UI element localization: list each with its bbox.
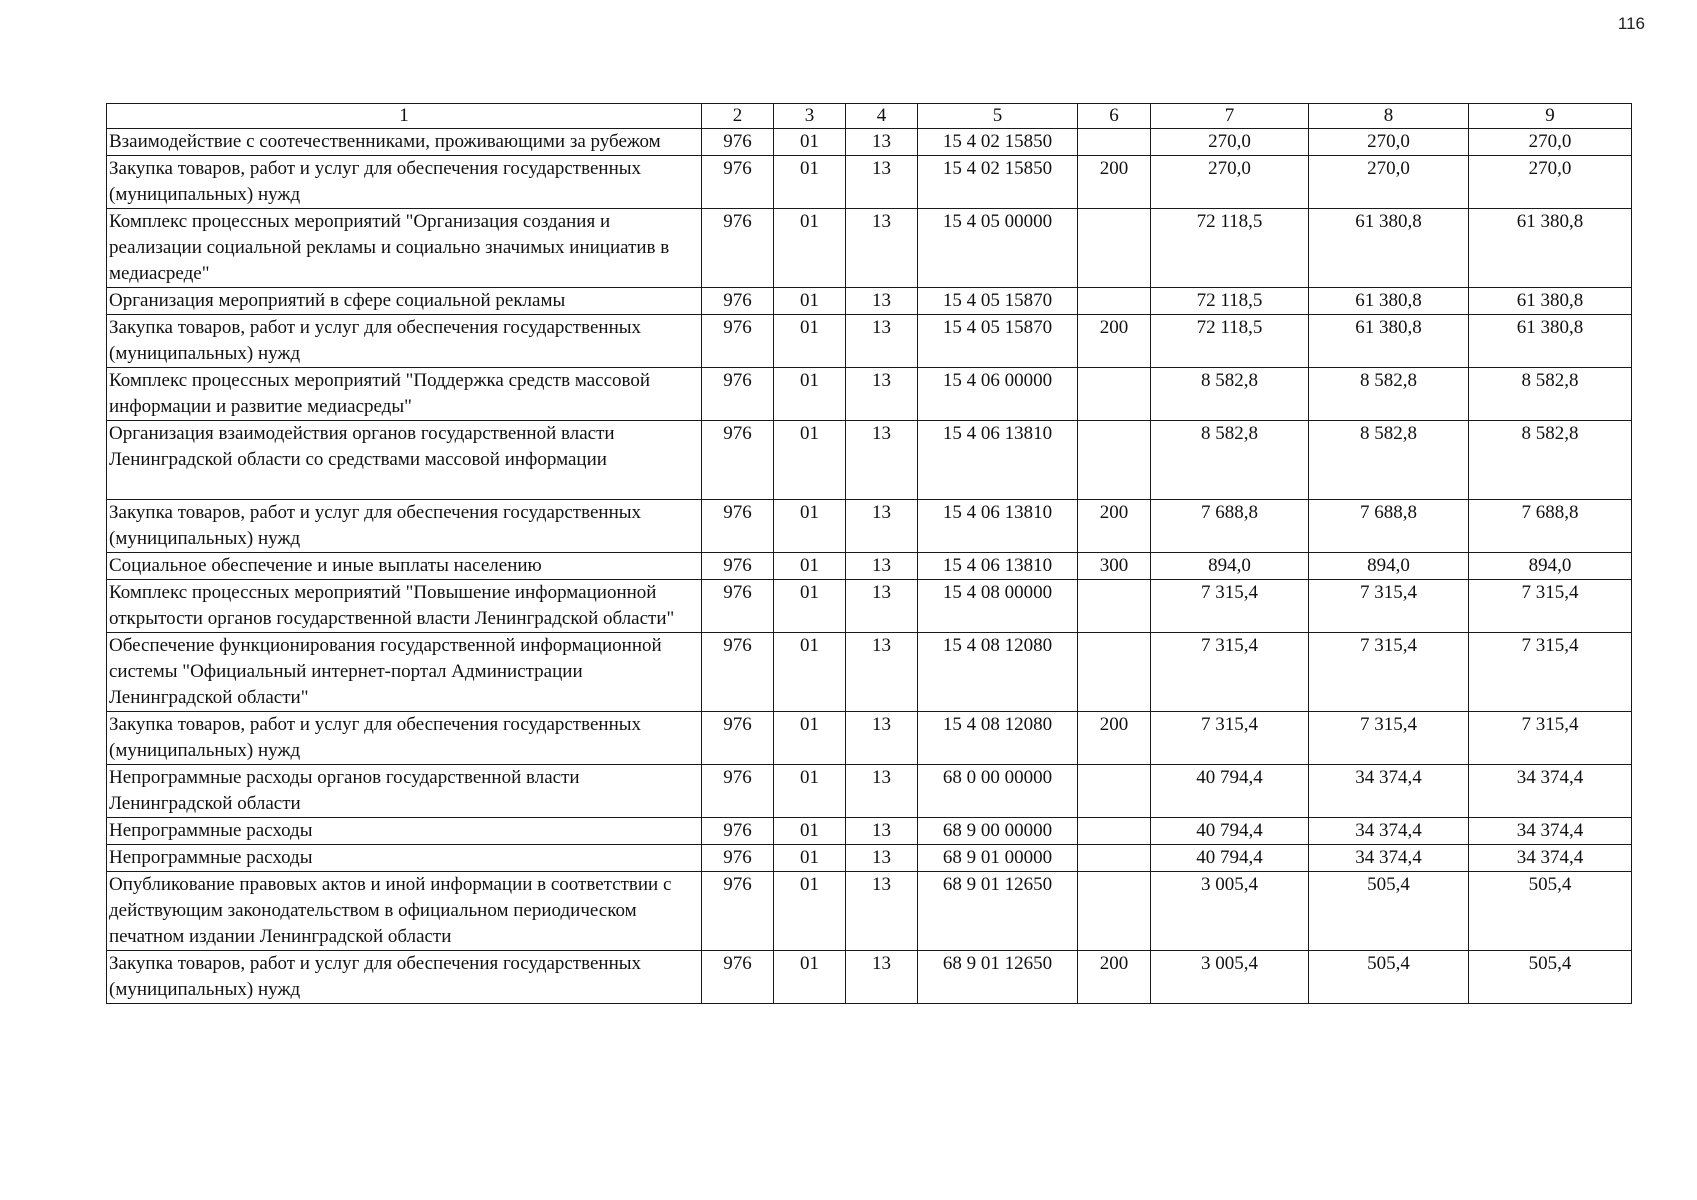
cell-expense-type: 300	[1078, 553, 1151, 580]
cell-amount-year1: 40 794,4	[1151, 845, 1309, 872]
column-header: 2	[702, 104, 774, 129]
cell-amount-year3: 8 582,8	[1469, 421, 1632, 500]
cell-expense-type	[1078, 580, 1151, 633]
cell-amount-year2: 7 315,4	[1309, 712, 1469, 765]
cell-section: 01	[774, 951, 846, 1004]
cell-amount-year1: 7 315,4	[1151, 712, 1309, 765]
cell-section: 01	[774, 209, 846, 288]
cell-subsection: 13	[846, 209, 918, 288]
cell-grbs: 976	[702, 580, 774, 633]
cell-amount-year2: 505,4	[1309, 872, 1469, 951]
cell-subsection: 13	[846, 368, 918, 421]
table-row	[107, 818, 1632, 845]
cell-name: Закупка товаров, работ и услуг для обеспечения государственных (муниципальных) нужд	[107, 951, 702, 1004]
cell-amount-year2: 34 374,4	[1309, 845, 1469, 872]
cell-target-article: 15 4 06 13810	[918, 500, 1078, 553]
table-row	[107, 315, 1632, 368]
cell-amount-year1: 72 118,5	[1151, 288, 1309, 315]
cell-subsection: 13	[846, 845, 918, 872]
cell-grbs: 976	[702, 951, 774, 1004]
cell-amount-year2: 61 380,8	[1309, 209, 1469, 288]
cell-subsection: 13	[846, 712, 918, 765]
cell-name: Закупка товаров, работ и услуг для обеспечения государственных (муниципальных) нужд	[107, 315, 702, 368]
cell-target-article: 68 9 00 00000	[918, 818, 1078, 845]
cell-grbs: 976	[702, 156, 774, 209]
page-number: 116	[1617, 14, 1645, 33]
cell-section: 01	[774, 845, 846, 872]
cell-amount-year1: 270,0	[1151, 129, 1309, 156]
cell-name: Комплекс процессных мероприятий "Повышение информационной открытости органов государственной власти Ленинградской области"	[107, 580, 702, 633]
cell-section: 01	[774, 765, 846, 818]
cell-amount-year3: 8 582,8	[1469, 368, 1632, 421]
cell-grbs: 976	[702, 129, 774, 156]
cell-amount-year1: 7 315,4	[1151, 633, 1309, 712]
table-row	[107, 421, 1632, 500]
cell-section: 01	[774, 633, 846, 712]
cell-target-article: 15 4 08 00000	[918, 580, 1078, 633]
cell-name: Закупка товаров, работ и услуг для обеспечения государственных (муниципальных) нужд	[107, 712, 702, 765]
cell-expense-type: 200	[1078, 500, 1151, 553]
cell-amount-year1: 40 794,4	[1151, 818, 1309, 845]
cell-amount-year1: 894,0	[1151, 553, 1309, 580]
cell-expense-type	[1078, 872, 1151, 951]
cell-amount-year2: 8 582,8	[1309, 421, 1469, 500]
cell-section: 01	[774, 500, 846, 553]
table-row	[107, 845, 1632, 872]
cell-expense-type: 200	[1078, 156, 1151, 209]
cell-target-article: 68 9 01 12650	[918, 872, 1078, 951]
cell-section: 01	[774, 712, 846, 765]
column-header: 4	[846, 104, 918, 129]
cell-subsection: 13	[846, 421, 918, 500]
column-header: 8	[1309, 104, 1469, 129]
cell-name: Закупка товаров, работ и услуг для обеспечения государственных (муниципальных) нужд	[107, 156, 702, 209]
cell-amount-year2: 270,0	[1309, 129, 1469, 156]
cell-target-article: 15 4 06 13810	[918, 553, 1078, 580]
cell-grbs: 976	[702, 209, 774, 288]
cell-section: 01	[774, 580, 846, 633]
cell-amount-year3: 34 374,4	[1469, 845, 1632, 872]
cell-name: Непрограммные расходы органов государственной власти Ленинградской области	[107, 765, 702, 818]
cell-target-article: 68 9 01 00000	[918, 845, 1078, 872]
table-row	[107, 288, 1632, 315]
cell-target-article: 15 4 08 12080	[918, 712, 1078, 765]
cell-amount-year1: 40 794,4	[1151, 765, 1309, 818]
cell-grbs: 976	[702, 818, 774, 845]
cell-amount-year2: 61 380,8	[1309, 315, 1469, 368]
cell-target-article: 68 0 00 00000	[918, 765, 1078, 818]
table-row	[107, 872, 1632, 951]
table-row	[107, 712, 1632, 765]
cell-amount-year2: 270,0	[1309, 156, 1469, 209]
cell-expense-type	[1078, 818, 1151, 845]
cell-subsection: 13	[846, 315, 918, 368]
cell-target-article: 15 4 02 15850	[918, 129, 1078, 156]
cell-subsection: 13	[846, 633, 918, 712]
column-header: 7	[1151, 104, 1309, 129]
cell-subsection: 13	[846, 872, 918, 951]
cell-grbs: 976	[702, 421, 774, 500]
column-header: 5	[918, 104, 1078, 129]
table-row	[107, 580, 1632, 633]
table-row	[107, 129, 1632, 156]
cell-expense-type	[1078, 209, 1151, 288]
cell-subsection: 13	[846, 818, 918, 845]
cell-amount-year1: 72 118,5	[1151, 315, 1309, 368]
column-header: 3	[774, 104, 846, 129]
cell-section: 01	[774, 129, 846, 156]
cell-subsection: 13	[846, 765, 918, 818]
table-row	[107, 633, 1632, 712]
cell-subsection: 13	[846, 288, 918, 315]
cell-expense-type	[1078, 633, 1151, 712]
cell-amount-year3: 270,0	[1469, 156, 1632, 209]
cell-amount-year2: 894,0	[1309, 553, 1469, 580]
cell-amount-year2: 505,4	[1309, 951, 1469, 1004]
cell-grbs: 976	[702, 845, 774, 872]
cell-target-article: 15 4 06 13810	[918, 421, 1078, 500]
table-body	[107, 129, 1632, 1004]
cell-name: Организация взаимодействия органов государственной власти Ленинградской области со средствами массовой информации	[107, 421, 702, 500]
cell-amount-year3: 505,4	[1469, 951, 1632, 1004]
cell-section: 01	[774, 315, 846, 368]
cell-name: Обеспечение функционирования государственной информационной системы "Официальный интернет-портал Администрации Ленинградской области"	[107, 633, 702, 712]
cell-amount-year3: 7 688,8	[1469, 500, 1632, 553]
cell-amount-year3: 7 315,4	[1469, 712, 1632, 765]
cell-name: Непрограммные расходы	[107, 845, 702, 872]
cell-grbs: 976	[702, 872, 774, 951]
cell-target-article: 15 4 05 00000	[918, 209, 1078, 288]
cell-amount-year2: 34 374,4	[1309, 818, 1469, 845]
cell-amount-year3: 34 374,4	[1469, 765, 1632, 818]
cell-section: 01	[774, 368, 846, 421]
budget-table	[106, 103, 1632, 1004]
cell-expense-type	[1078, 845, 1151, 872]
cell-grbs: 976	[702, 315, 774, 368]
cell-name: Непрограммные расходы	[107, 818, 702, 845]
cell-name: Социальное обеспечение и иные выплаты населению	[107, 553, 702, 580]
cell-subsection: 13	[846, 156, 918, 209]
cell-amount-year3: 61 380,8	[1469, 288, 1632, 315]
table-row	[107, 553, 1632, 580]
cell-expense-type	[1078, 765, 1151, 818]
cell-grbs: 976	[702, 633, 774, 712]
column-header: 6	[1078, 104, 1151, 129]
cell-name: Комплекс процессных мероприятий "Организация создания и реализации социальной рекламы и социально значимых инициатив в медиасреде"	[107, 209, 702, 288]
table-row	[107, 951, 1632, 1004]
cell-subsection: 13	[846, 500, 918, 553]
cell-section: 01	[774, 156, 846, 209]
cell-target-article: 15 4 05 15870	[918, 315, 1078, 368]
cell-amount-year3: 7 315,4	[1469, 633, 1632, 712]
table-row	[107, 765, 1632, 818]
cell-amount-year3: 270,0	[1469, 129, 1632, 156]
cell-subsection: 13	[846, 951, 918, 1004]
cell-expense-type: 200	[1078, 951, 1151, 1004]
table-row	[107, 156, 1632, 209]
cell-amount-year1: 8 582,8	[1151, 368, 1309, 421]
cell-amount-year1: 72 118,5	[1151, 209, 1309, 288]
cell-name: Опубликование правовых актов и иной информации в соответствии с действующим законодательством в официальном периодическом печатном издании Ленинградской области	[107, 872, 702, 951]
cell-name: Организация мероприятий в сфере социальной рекламы	[107, 288, 702, 315]
header-row	[107, 104, 1632, 129]
cell-target-article: 15 4 08 12080	[918, 633, 1078, 712]
cell-expense-type	[1078, 368, 1151, 421]
cell-grbs: 976	[702, 712, 774, 765]
cell-section: 01	[774, 288, 846, 315]
cell-name: Взаимодействие с соотечественниками, проживающими за рубежом	[107, 129, 702, 156]
cell-amount-year1: 7 315,4	[1151, 580, 1309, 633]
cell-section: 01	[774, 818, 846, 845]
cell-grbs: 976	[702, 553, 774, 580]
cell-amount-year3: 894,0	[1469, 553, 1632, 580]
cell-amount-year2: 7 315,4	[1309, 580, 1469, 633]
cell-target-article: 15 4 02 15850	[918, 156, 1078, 209]
cell-amount-year2: 34 374,4	[1309, 765, 1469, 818]
cell-amount-year3: 34 374,4	[1469, 818, 1632, 845]
cell-amount-year2: 61 380,8	[1309, 288, 1469, 315]
cell-amount-year2: 7 315,4	[1309, 633, 1469, 712]
cell-name: Комплекс процессных мероприятий "Поддержка средств массовой информации и развитие медиасреды"	[107, 368, 702, 421]
cell-section: 01	[774, 553, 846, 580]
cell-section: 01	[774, 421, 846, 500]
cell-amount-year3: 7 315,4	[1469, 580, 1632, 633]
cell-amount-year2: 7 688,8	[1309, 500, 1469, 553]
cell-grbs: 976	[702, 368, 774, 421]
cell-amount-year3: 505,4	[1469, 872, 1632, 951]
cell-name: Закупка товаров, работ и услуг для обеспечения государственных (муниципальных) нужд	[107, 500, 702, 553]
cell-expense-type	[1078, 288, 1151, 315]
table-row	[107, 209, 1632, 288]
column-header: 1	[107, 104, 702, 129]
cell-subsection: 13	[846, 553, 918, 580]
cell-amount-year1: 8 582,8	[1151, 421, 1309, 500]
cell-grbs: 976	[702, 765, 774, 818]
cell-subsection: 13	[846, 129, 918, 156]
cell-expense-type	[1078, 421, 1151, 500]
cell-amount-year3: 61 380,8	[1469, 209, 1632, 288]
column-header: 9	[1469, 104, 1632, 129]
cell-grbs: 976	[702, 288, 774, 315]
cell-expense-type: 200	[1078, 315, 1151, 368]
cell-target-article: 15 4 05 15870	[918, 288, 1078, 315]
table-row	[107, 368, 1632, 421]
cell-amount-year1: 3 005,4	[1151, 872, 1309, 951]
cell-amount-year1: 3 005,4	[1151, 951, 1309, 1004]
cell-grbs: 976	[702, 500, 774, 553]
cell-amount-year1: 7 688,8	[1151, 500, 1309, 553]
cell-amount-year1: 270,0	[1151, 156, 1309, 209]
cell-amount-year3: 61 380,8	[1469, 315, 1632, 368]
cell-expense-type	[1078, 129, 1151, 156]
table-row	[107, 500, 1632, 553]
cell-section: 01	[774, 872, 846, 951]
cell-expense-type: 200	[1078, 712, 1151, 765]
cell-amount-year2: 8 582,8	[1309, 368, 1469, 421]
cell-target-article: 15 4 06 00000	[918, 368, 1078, 421]
cell-target-article: 68 9 01 12650	[918, 951, 1078, 1004]
cell-subsection: 13	[846, 580, 918, 633]
